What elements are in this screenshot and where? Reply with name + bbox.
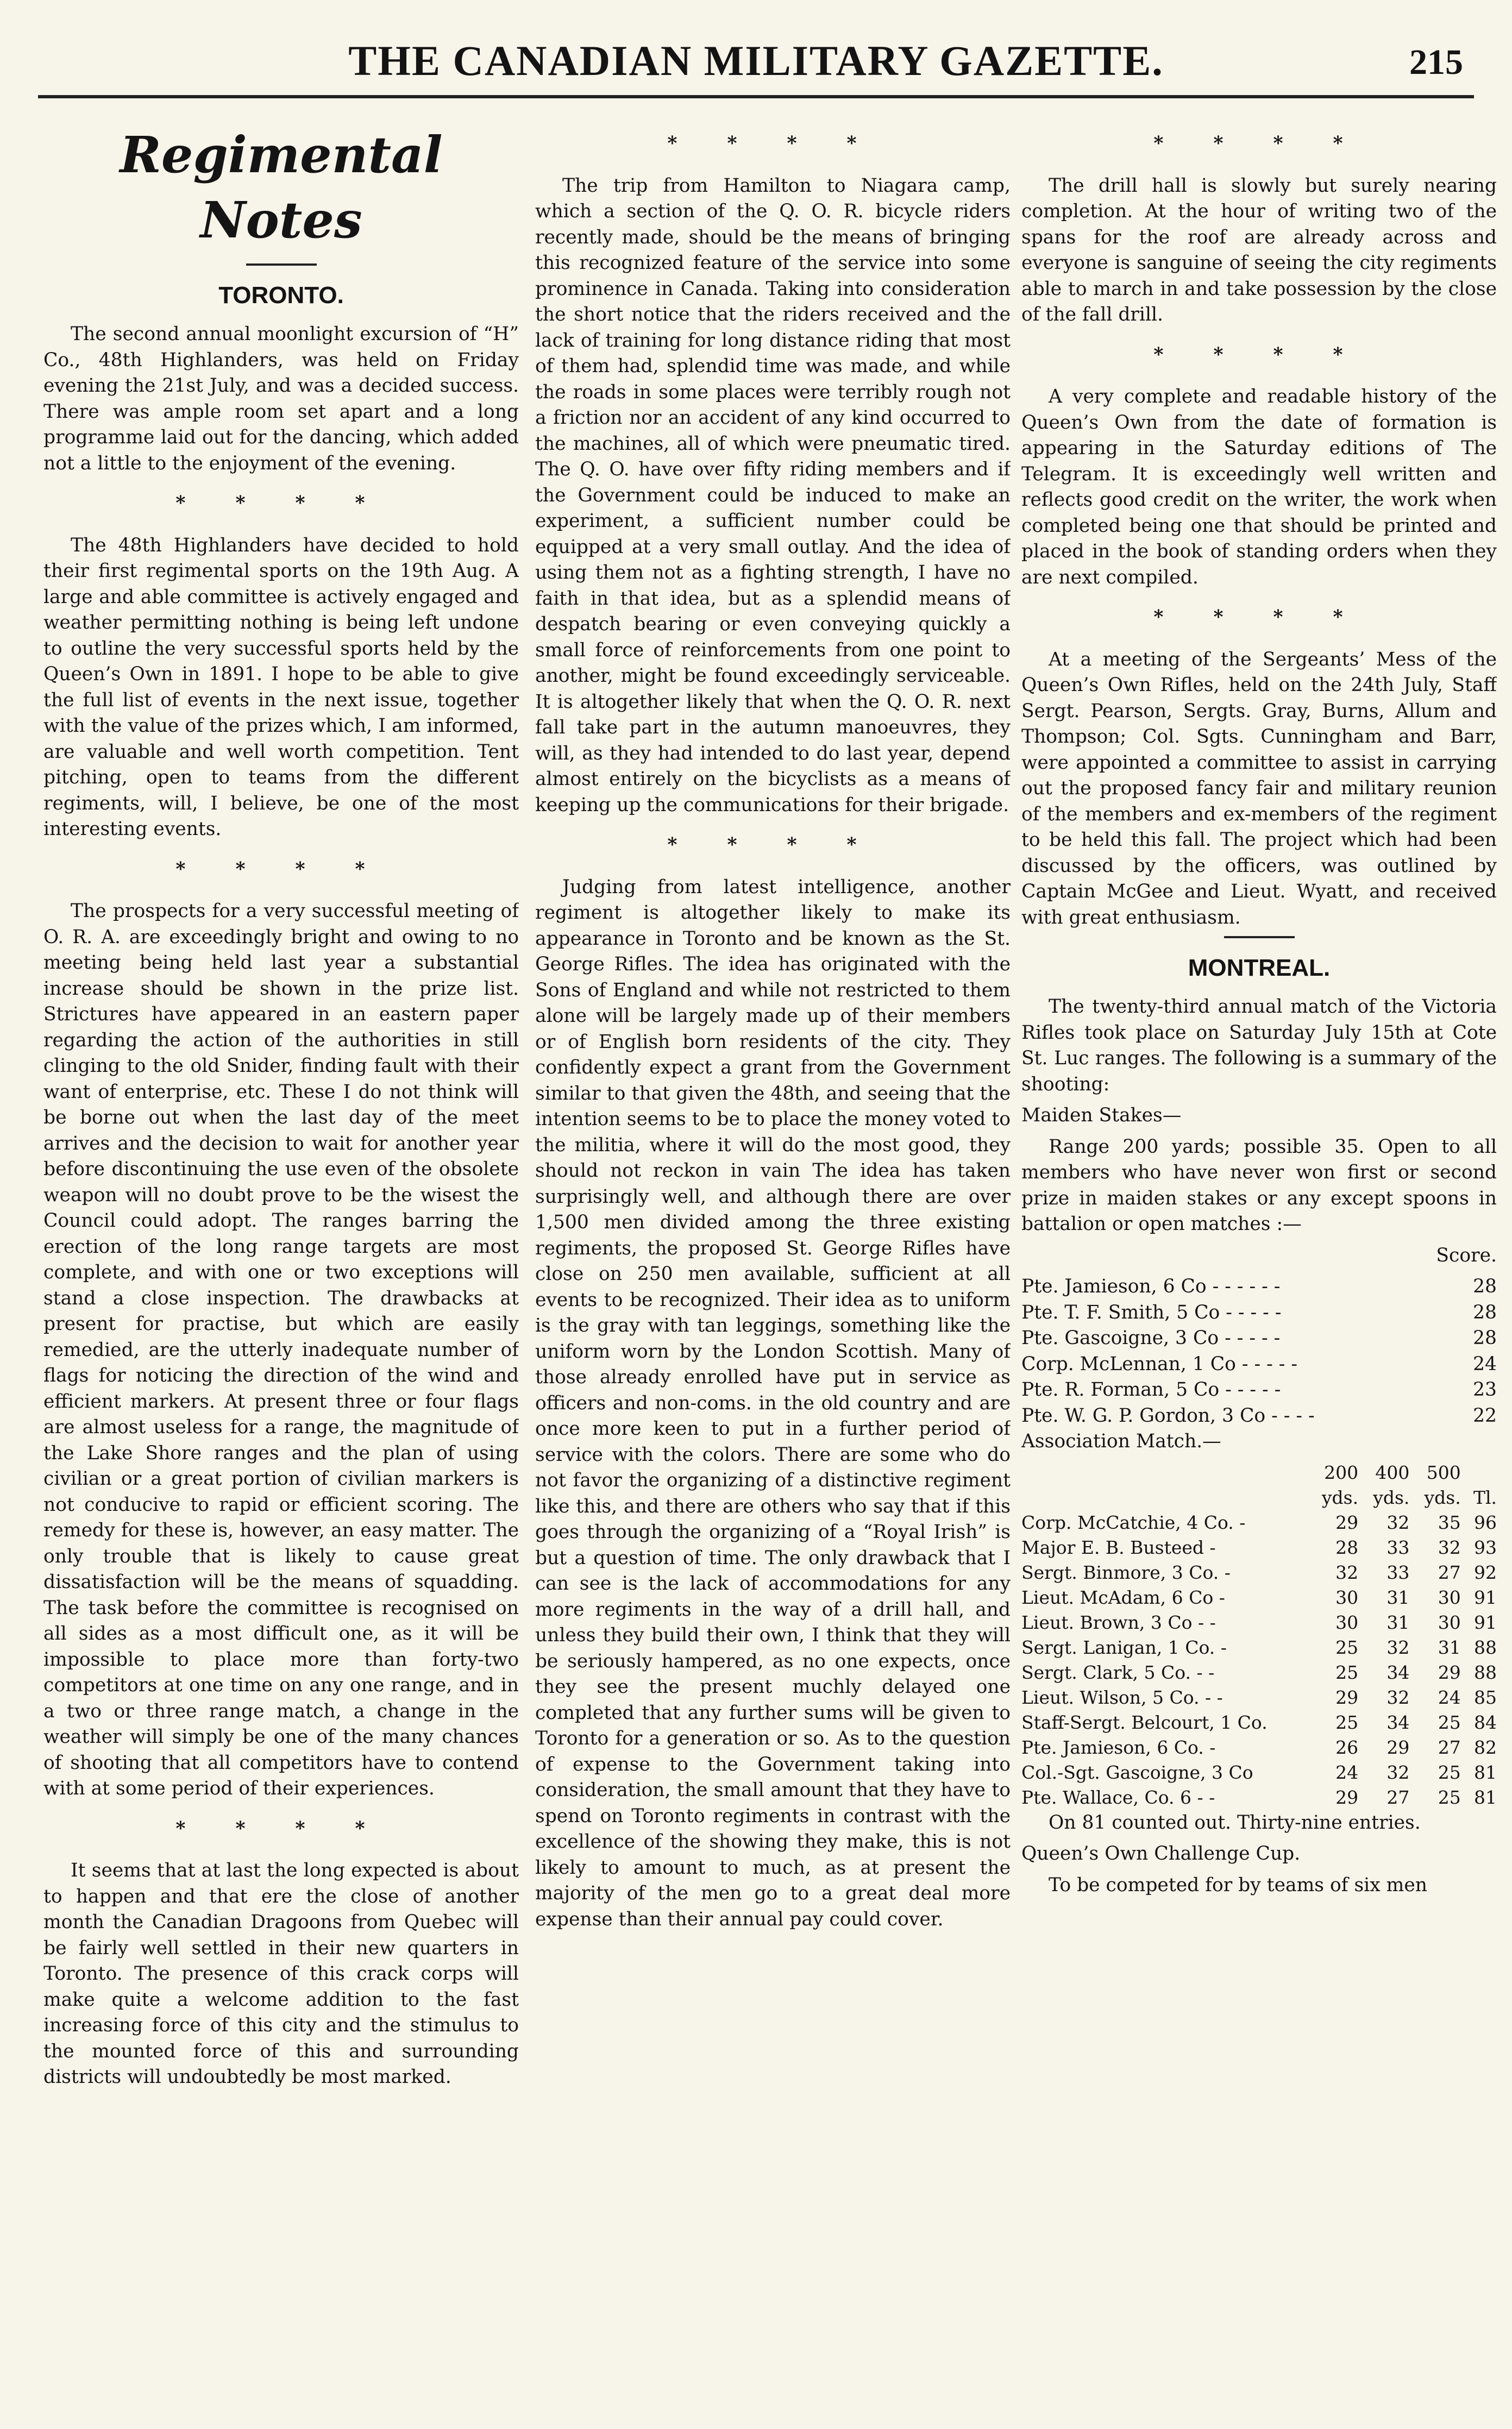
column-unit: Tl. [1473, 1486, 1497, 1508]
paragraph: The 48th Highlanders have decided to hold their first regimental sports on the 19th Aug. A large and able committee is actively engaged and weather permitting nothing is being left undone to outline the very successful sports held by the Queen’s Own in 1891. I hope to be able to give the full list of events in the next issue, together with the value of the prizes which, I am informed, are valuable and well worth competition. Tent pitching, open to teams from the different regiments, will, I believe, be one of the most interesting events. [43, 534, 519, 840]
table-body [1021, 1510, 1497, 1810]
table-row [1021, 1610, 1497, 1635]
association-match-table [1021, 1460, 1497, 1810]
score-cell: 32 [1386, 1511, 1410, 1533]
score-cell: 32 [1386, 1761, 1410, 1783]
table-row [1021, 1735, 1497, 1760]
table-row [1021, 1710, 1497, 1735]
column-header: 200 [1324, 1461, 1359, 1483]
table-row [1021, 1585, 1497, 1610]
competitor-score: 23 [1473, 1379, 1497, 1401]
divider [1224, 936, 1295, 938]
paragraph: To be competed for by teams of six men [1049, 1874, 1427, 1896]
score-cell: 31 [1438, 1636, 1461, 1658]
competitor-name: Corp. McCatchie, 4 Co. - [1021, 1511, 1246, 1533]
score-cell: 29 [1335, 1786, 1359, 1808]
score-cell: 91 [1474, 1611, 1497, 1633]
score-cell: 25 [1438, 1786, 1461, 1808]
score-cell: 32 [1335, 1561, 1359, 1583]
score-cell: 30 [1335, 1611, 1359, 1633]
table-row [1021, 1635, 1497, 1660]
score-cell: 28 [1335, 1536, 1359, 1558]
maiden-stakes-title: Maiden Stakes— [1021, 1104, 1182, 1126]
table-row [1021, 1560, 1497, 1585]
competitor-score: 22 [1473, 1404, 1497, 1427]
table-row [1021, 1685, 1497, 1710]
score-cell: 91 [1474, 1586, 1497, 1608]
score-cell: 82 [1474, 1736, 1497, 1758]
score-cell: 27 [1386, 1786, 1410, 1808]
column-unit: yds. [1321, 1486, 1359, 1508]
score-cell: 30 [1438, 1586, 1461, 1608]
list-item [1021, 1403, 1497, 1429]
table-row [1021, 1760, 1497, 1785]
competitor-name: Pte. T. F. Smith, 5 Co - - - - - [1021, 1301, 1282, 1323]
competitor-score: 24 [1473, 1353, 1497, 1375]
competitor-name: Lieut. McAdam, 6 Co - [1021, 1586, 1225, 1608]
score-cell: 35 [1438, 1511, 1461, 1533]
competitor-name: Corp. McLennan, 1 Co - - - - - [1021, 1353, 1298, 1375]
paragraph: The prospects for a very successful meeting of O. R. A. are exceedingly bright and owing to no meeting being held last year a substantial increase should be shown in the prize list. Strictures have appeared in an eastern paper regarding the action of the authorities in still clinging to the old Snider, finding fault with their want of enterprise, etc. These I do not think will be borne out when the last day of the meet arrives and the decision to wait for another year before discontinuing the use even of the obsolete weapon will no doubt prove to be the wisest the Council could adopt. The ranges barring the erection of the long range targets are most complete, and with one or two exceptions will stand a close inspection. The drawbacks at present for practise, but which are easily remedied, are the utterly inadequate number of flags for noticing the direction of the wind and efficient markers. At present three or four flags are almost useless for a range, the magnitude of the Lake Shore ranges and the plan of using civilian or a great portion of civilian markers is not conducive to rapid or efficient scoring. The remedy for these is, however, an easy matter. The only trouble that is likely to cause great dissatisfaction will be the means of squadding. The task before the committee is recognised on all sides as a most difficult one, as it will be impossible to place more than forty-two competitors at one time on any one range, and in a two or three range match, a change in the weather will simply be one of the many chances of shooting that all competitors have to contend with at some period of their experiences. [43, 900, 519, 1799]
competitor-name: Pte. W. G. P. Gordon, 3 Co - - - - [1021, 1404, 1315, 1427]
column-header [1021, 1460, 1307, 1485]
score-cell: 25 [1438, 1711, 1461, 1733]
score-cell: 24 [1335, 1761, 1359, 1783]
association-match-title: Association Match.— [1021, 1430, 1221, 1452]
competitor-name: Staff-Sergt. Belcourt, 1 Co. [1021, 1711, 1268, 1733]
score-cell: 29 [1335, 1686, 1359, 1708]
section-masthead: Regimental Notes [120, 125, 443, 249]
table-row [1021, 1660, 1497, 1685]
page-number: 215 [1409, 42, 1463, 82]
paragraph: At a meeting of the Sergeants’ Mess of the Queen’s Own Rifles, held on the 24th July, Staff Sergt. Pearson, Sergts. Gray, Burns, Allum and Thompson; Col. Sgts. Cunningham and Barr, were appointed a committee to assist in carrying out the proposed fancy fair and military reunion of the members and ex-members of the regiment to be held this fall. The project which had been discussed by the officers, was outlined by Captain McGee and Lieut. Wyatt, and received with great enthusiasm. [1021, 648, 1497, 928]
competitor-name: Sergt. Binmore, 3 Co. - [1021, 1561, 1231, 1583]
score-cell: 34 [1386, 1661, 1410, 1683]
toronto-heading: TORONTO. [218, 282, 344, 309]
divider [246, 263, 317, 266]
score-cell: 33 [1386, 1561, 1410, 1583]
column-2 [535, 117, 1011, 2407]
competitor-score: 28 [1473, 1276, 1497, 1297]
section-separator: * * * * [1153, 133, 1365, 154]
score-cell: 84 [1474, 1711, 1497, 1733]
paragraph: The twenty-third annual match of the Victoria Rifles took place on Saturday July 15th at Cote St. Luc ranges. The following is a summary of the shooting: [1021, 996, 1497, 1095]
score-cell: 34 [1386, 1711, 1410, 1733]
paragraph: The drill hall is slowly but surely nearing completion. At the hour of writing two of the spans for the roof are already across and everyone is sanguine of seeing the city regiments able to march in and take possession by the close of the fall drill. [1021, 174, 1497, 325]
score-cell: 30 [1438, 1611, 1461, 1633]
paragraph: The second annual moonlight excursion of “H” Co., 48th Highlanders, was held on Friday evening the 21st July, and was a decided success. There was ample room set apart and a long programme laid out for the dancing, which added not a little to the enjoyment of the evening. [43, 323, 519, 474]
column-unit: yds. [1373, 1486, 1410, 1508]
score-cell: 30 [1335, 1586, 1359, 1608]
column-1 [43, 117, 519, 2407]
cup-title: Queen’s Own Challenge Cup. [1021, 1843, 1301, 1865]
competitor-name: Pte. Jamieson, 6 Co. - [1021, 1736, 1216, 1758]
column-unit: yds. [1424, 1486, 1461, 1508]
section-separator: * * * * [175, 492, 387, 514]
competitor-score: 28 [1473, 1301, 1497, 1323]
list-item [1021, 1274, 1497, 1300]
competitor-name: Col.-Sgt. Gascoigne, 3 Co [1021, 1761, 1253, 1783]
competitor-name: Major E. B. Busteed - [1021, 1536, 1216, 1558]
score-label: Score. [1436, 1244, 1497, 1266]
competitor-name: Pte. Jamieson, 6 Co - - - - - - [1021, 1276, 1281, 1297]
competitor-name: Pte. Gascoigne, 3 Co - - - - - [1021, 1327, 1281, 1349]
score-cell: 33 [1386, 1536, 1410, 1558]
column-header [1461, 1460, 1497, 1485]
score-cell: 88 [1474, 1661, 1497, 1683]
score-cell: 32 [1386, 1636, 1410, 1658]
table-header-row [1021, 1485, 1497, 1510]
score-cell: 27 [1438, 1736, 1461, 1758]
score-cell: 88 [1474, 1636, 1497, 1658]
score-cell: 85 [1474, 1686, 1497, 1708]
table-row [1021, 1785, 1497, 1810]
score-cell: 29 [1386, 1736, 1410, 1758]
table-header-row [1021, 1460, 1497, 1485]
score-cell: 25 [1438, 1761, 1461, 1783]
table-row [1021, 1535, 1497, 1560]
page-header [38, 30, 1474, 98]
score-cell: 32 [1438, 1536, 1461, 1558]
paragraph: Range 200 yards; possible 35. Open to all members who have never won first or second prize in maiden stakes or any except spoons in battalion or open matches :— [1021, 1135, 1497, 1235]
list-item [1021, 1352, 1497, 1378]
competitor-name: Lieut. Brown, 3 Co - - [1021, 1611, 1216, 1633]
column-3 [1021, 117, 1497, 2407]
section-separator: * * * * [1153, 606, 1365, 628]
score-cell: 93 [1474, 1536, 1497, 1558]
score-cell: 25 [1335, 1661, 1359, 1683]
score-cell: 31 [1386, 1611, 1410, 1633]
paragraph: The trip from Hamilton to Niagara camp, which a section of the Q. O. R. bicycle riders recently made, should be the means of bringing this recognized feature of the service into some prominence in Canada. Taking into consideration the short notice that the riders received and the lack of training for long distance riding that most of them had, splendid time was made, and while the roads in some places were terribly rough not a friction nor an accident of any kind occurred to the machines, all of which were pneumatic tired. The Q. O. have over fifty riding members and if the Government could be induced to make an experiment, a sufficient number could be equipped at a very small outlay. And the idea of using them not as a fighting strength, I have no faith in that idea, but as a splendid means of despatch bearing or even conveying quickly a small force of reinforcements from one point to another, might be found exceedingly serviceable. It is altogether likely that when the Q. O. R. next fall take part in the autumn manoeuvres, they will, as they had intended to do last year, depend almost entirely on the bicyclists as a means of keeping up the communications for their brigade. [535, 174, 1011, 816]
column-header: 500 [1426, 1461, 1461, 1483]
maiden-results-list [1021, 1274, 1497, 1429]
competitor-name: Pte. R. Forman, 5 Co - - - - - [1021, 1379, 1281, 1401]
section-separator: * * * * [667, 133, 879, 154]
competitor-name: Pte. Wallace, Co. 6 - - [1021, 1786, 1215, 1808]
score-cell: 26 [1335, 1736, 1359, 1758]
list-item [1021, 1377, 1497, 1403]
paragraph: A very complete and readable history of the Queen’s Own from the date of formation is appearing in the Saturday editions of The Telegram. It is exceedingly well written and reflects good credit on the writer, the work when completed being one that should be printed and placed in the book of standing orders when they are next compiled. [1021, 386, 1497, 588]
competitor-name: Sergt. Lanigan, 1 Co. - [1021, 1636, 1227, 1658]
paragraph: On 81 counted out. Thirty-nine entries. [1049, 1811, 1421, 1834]
section-separator: * * * * [175, 858, 387, 880]
score-cell: 32 [1386, 1686, 1410, 1708]
montreal-heading: MONTREAL. [1188, 955, 1331, 981]
score-cell: 81 [1474, 1786, 1497, 1808]
score-cell: 24 [1438, 1686, 1461, 1708]
score-cell: 29 [1335, 1511, 1359, 1533]
score-cell: 31 [1386, 1586, 1410, 1608]
score-cell: 27 [1438, 1561, 1461, 1583]
section-separator: * * * * [175, 1817, 387, 1840]
competitor-name: Lieut. Wilson, 5 Co. - - [1021, 1686, 1223, 1708]
section-separator: * * * * [1153, 343, 1365, 366]
column-header: 400 [1375, 1461, 1410, 1483]
score-cell: 29 [1438, 1661, 1461, 1683]
score-cell: 96 [1474, 1511, 1497, 1533]
column-unit [1021, 1485, 1307, 1510]
newspaper-title: THE CANADIAN MILITARY GAZETTE. [348, 37, 1164, 84]
paragraph: Judging from latest intelligence, another regiment is altogether likely to make its appearance in Toronto and be known as the St. George Rifles. The idea has originated with the Sons of England and while not restricted to them alone will be largely made up of their members or of English born residents of the city. They confidently expect a grant from the Government similar to that given the 48th, and seeing that the intention seems to be to place the money voted to the militia, where it will do the most good, they should not reckon in vain The idea has taken surprisingly well, and although there are over 1,500 men divided among the three existing regiments, the proposed St. George Rifles have close on 250 men available, sufficient at all events to be recognized. Their idea as to uniform is the gray with tan leggings, something like the uniform worn by the London Scottish. Many of those already enrolled have put in service as officers and non-coms. in the old country and are once more keen to put in a further period of service with the colors. There are some who do not favor the organizing of a distinctive regiment like this, and there are others who say that if this goes through the organizing of a “Royal Irish” is but a question of time. The only drawback that I can see is the lack of accommodations for any more regiments in the way of a drill hall, and unless they build their own, I think that they will be seriously hampered, as no one expects, once they see the present muchly delayed one completed that any further sums will be given to Toronto for a generation or so. As to the question of expense to the Government taking into consideration, the small amount that they have to spend on Toronto regiments in contrast with the excellence of the showing they make, this is not likely to amount to much, as at present the majority of the men go to a great deal more expense than their annual pay could cover. [535, 876, 1011, 1930]
table-row [1021, 1510, 1497, 1535]
list-item [1021, 1326, 1497, 1352]
score-cell: 92 [1474, 1561, 1497, 1583]
score-cell: 25 [1335, 1711, 1359, 1733]
paragraph: It seems that at last the long expected is about to happen and that ere the close of another month the Canadian Dragoons from Quebec will be fairly well settled in their new quarters in Toronto. The presence of this crack corps will make quite a welcome addition to the fast increasing force of this city and the stimulus to the mounted force of this and surrounding districts will undoubtedly be most marked. [43, 1860, 519, 2088]
score-cell: 25 [1335, 1636, 1359, 1658]
list-item [1021, 1300, 1497, 1326]
competitor-score: 28 [1473, 1327, 1497, 1349]
competitor-name: Sergt. Clark, 5 Co. - - [1021, 1661, 1215, 1683]
section-separator: * * * * [667, 834, 879, 856]
score-cell: 81 [1474, 1761, 1497, 1783]
